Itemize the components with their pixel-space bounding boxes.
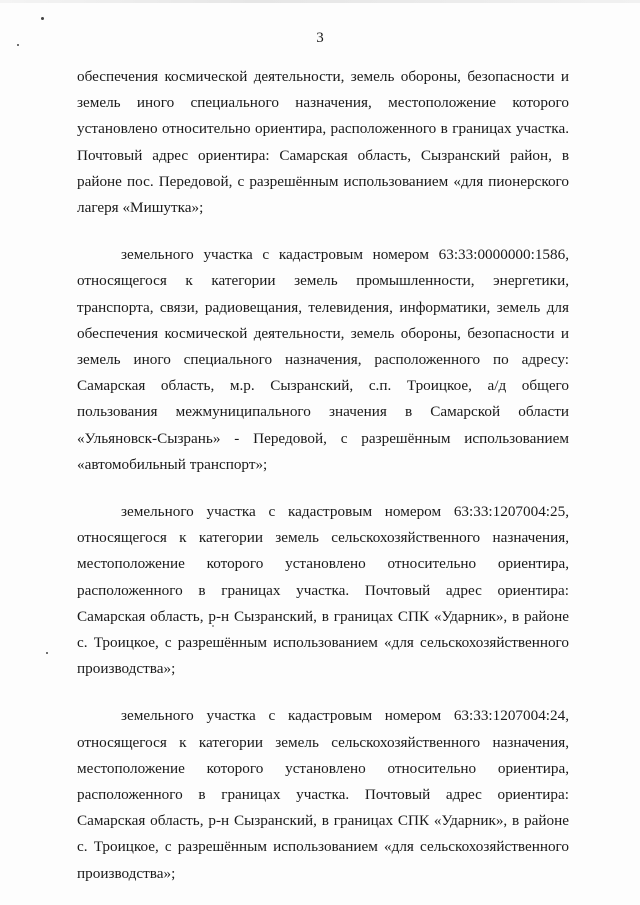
paragraph-3: [77, 499, 569, 682]
document-body: [77, 64, 569, 905]
paragraph-1-continuation: [77, 64, 569, 221]
text-line: с. Троицкое, с разрешённым использованием «для сельскохозяйственного: [77, 634, 569, 652]
text-line: земельного участка с кадастровым номером 63:33:0000000:1586,: [121, 246, 569, 264]
page-number: 3: [316, 30, 324, 46]
text-line: установлено относительно ориентира, расположенного в границах участка.: [77, 120, 569, 138]
text-line: лагеря «Мишутка»;: [77, 199, 204, 217]
text-line: обеспечения космической деятельности, земель обороны, безопасности и: [77, 324, 569, 342]
text-line: земельного участка с кадастровым номером 63:33:1207004:24,: [121, 707, 569, 725]
text-line: расположенного в границах участка. Почтовый адрес ориентира:: [77, 581, 569, 599]
scan-top-edge: [0, 0, 640, 3]
text-line: Самарская область, м.р. Сызранский, с.п. Троицкое, а/д общего: [77, 377, 569, 395]
text-line: местоположение которого установлено относительно ориентира,: [77, 555, 569, 573]
text-line: Самарская область, р-н Сызранский, в границах СПК «Ударник», в районе: [77, 607, 569, 625]
text-line: обеспечения космической деятельности, земель обороны, безопасности и: [77, 68, 569, 85]
paragraph-4: [77, 703, 569, 886]
text-line: Самарская область, р-н Сызранский, в границах СПК «Ударник», в районе: [77, 812, 569, 830]
text-line: относящегося к категории земель сельскохозяйственного назначения,: [77, 529, 569, 547]
paragraph-2: [77, 242, 569, 478]
text-line: производства»;: [77, 660, 176, 678]
text-line: расположенного в границах участка. Почтовый адрес ориентира:: [77, 786, 569, 804]
text-line: земельного участка с кадастровым номером 63:33:1207004:25,: [121, 503, 569, 521]
text-line: земель иного специального назначения, местоположение которого: [77, 94, 569, 112]
text-line: «автомобильный транспорт»;: [77, 455, 268, 473]
scan-speck: [46, 652, 48, 654]
text-line: пользования межмуниципального значения в Самарской области: [77, 403, 569, 421]
scan-speck: [41, 17, 44, 20]
text-line: «Ульяновск-Сызрань» - Передовой, с разрешённым использованием: [77, 429, 569, 447]
text-line: относящегося к категории земель промышленности, энергетики,: [77, 272, 569, 290]
text-line: относящегося к категории земель сельскохозяйственного назначения,: [77, 733, 569, 751]
text-line: с. Троицкое, с разрешённым использованием «для сельскохозяйственного: [77, 838, 569, 856]
text-line: Почтовый адрес ориентира: Самарская область, Сызранский район, в: [77, 146, 569, 164]
text-line: земель иного специального назначения, расположенного по адресу:: [77, 351, 569, 369]
text-line: местоположение которого установлено относительно ориентира,: [77, 759, 569, 777]
text-line: производства»;: [77, 864, 176, 882]
text-line: районе пос. Передовой, с разрешённым использованием «для пионерского: [77, 172, 569, 190]
text-line: транспорта, связи, радиовещания, телевидения, информатики, земель для: [77, 298, 569, 316]
